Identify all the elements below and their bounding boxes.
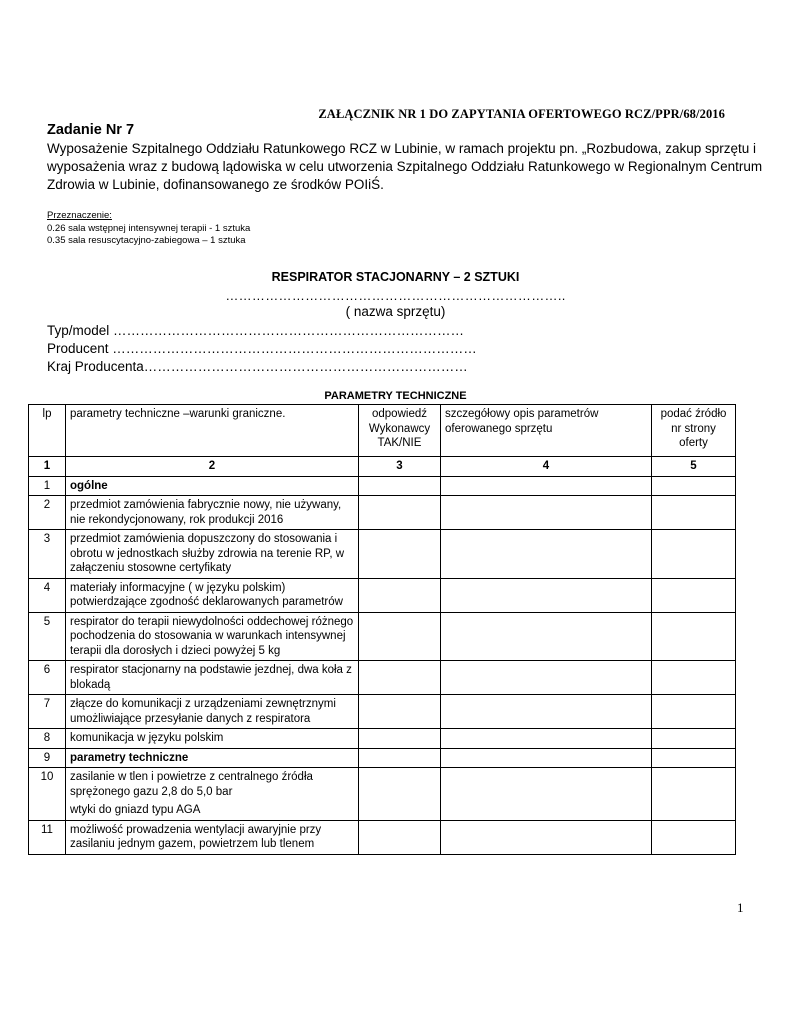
row-lp: 3 bbox=[29, 530, 66, 579]
answer-cell[interactable] bbox=[359, 729, 441, 749]
description-cell[interactable] bbox=[441, 695, 652, 729]
producer-field: Producent ……………………………………………………………………… bbox=[47, 341, 477, 356]
table-number-row bbox=[29, 457, 736, 477]
country-field: Kraj Producenta……………………………………………………………… bbox=[47, 359, 468, 374]
row-lp: 1 bbox=[29, 476, 66, 496]
type-model-field: Typ/model …………………………………………………………………… bbox=[47, 323, 465, 338]
row-parameter: zasilanie w tlen i powietrze z centralnego źródła sprężonego gazu 2,8 do 5,0 bar bbox=[70, 771, 313, 798]
answer-cell[interactable] bbox=[359, 476, 441, 496]
row-lp: 8 bbox=[29, 729, 66, 749]
equipment-name-caption: ( nazwa sprzętu) bbox=[345, 304, 446, 319]
table-row bbox=[29, 748, 736, 768]
row-parameter-cell bbox=[66, 768, 359, 821]
table-row bbox=[29, 612, 736, 661]
row-lp: 5 bbox=[29, 612, 66, 661]
description-cell[interactable] bbox=[441, 729, 652, 749]
source-cell[interactable] bbox=[652, 768, 736, 821]
row-parameter: respirator stacjonarny na podstawie jezdnej, dwa koła z blokadą bbox=[66, 661, 359, 695]
row-lp: 4 bbox=[29, 578, 66, 612]
header-description: szczegółowy opis parametrów oferowanego sprzętu bbox=[441, 405, 652, 457]
description-cell[interactable] bbox=[441, 496, 652, 530]
header-source: podać źródło nr strony oferty bbox=[652, 405, 736, 457]
equipment-fields bbox=[47, 322, 477, 376]
table-row bbox=[29, 661, 736, 695]
row-parameter: respirator do terapii niewydolności oddechowej różnego pochodzenia do stosowania w warunkach intensywnej terapii dla dorosłych i dzieci powyżej 5 kg bbox=[66, 612, 359, 661]
source-cell[interactable] bbox=[652, 661, 736, 695]
source-cell[interactable] bbox=[652, 820, 736, 854]
description-cell[interactable] bbox=[441, 612, 652, 661]
destination-line: 0.35 sala resuscytacyjno-zabiegowa – 1 sztuka bbox=[47, 235, 246, 246]
source-cell[interactable] bbox=[652, 476, 736, 496]
answer-cell[interactable] bbox=[359, 578, 441, 612]
task-description: Wyposażenie Szpitalnego Oddziału Ratunkowego RCZ w Lubinie, w ramach projektu pn. „Rozbudowa, zakup sprzętu i wyposażenia wraz z budową lądowiska w celu utworzenia Szpitalnego Oddziału Ratunkowego w Regionalnym Centrum Zdrowia w Lubinie, dofinansowanego ze środków POIiŚ. bbox=[47, 141, 763, 192]
description-cell[interactable] bbox=[441, 748, 652, 768]
column-number: 4 bbox=[441, 457, 652, 477]
destination-block bbox=[47, 210, 250, 248]
source-cell[interactable] bbox=[652, 612, 736, 661]
row-lp: 10 bbox=[29, 768, 66, 821]
row-lp: 7 bbox=[29, 695, 66, 729]
answer-cell[interactable] bbox=[359, 496, 441, 530]
answer-cell[interactable] bbox=[359, 612, 441, 661]
table-row bbox=[29, 820, 736, 854]
row-parameter: możliwość prowadzenia wentylacji awaryjnie przy zasilaniu jednym gazem, powietrzem lub tlenem bbox=[66, 820, 359, 854]
table-row bbox=[29, 695, 736, 729]
row-lp: 2 bbox=[29, 496, 66, 530]
source-cell[interactable] bbox=[652, 695, 736, 729]
row-parameter: ogólne bbox=[66, 476, 359, 496]
answer-cell[interactable] bbox=[359, 695, 441, 729]
header-answer: odpowiedź Wykonawcy TAK/NIE bbox=[359, 405, 441, 457]
page-number: 1 bbox=[737, 900, 744, 915]
table-row bbox=[29, 476, 736, 496]
column-number: 3 bbox=[359, 457, 441, 477]
row-lp: 11 bbox=[29, 820, 66, 854]
equipment-name-field: ………………………………………………………………….. bbox=[225, 288, 566, 303]
table-row bbox=[29, 496, 736, 530]
row-parameter: przedmiot zamówienia dopuszczony do stosowania i obrotu w jednostkach służby zdrowia na terenie RP, w załączeniu stosowne certyfikaty bbox=[66, 530, 359, 579]
row-parameter: przedmiot zamówienia fabrycznie nowy, nie używany, nie rekondycjonowany, rok produkcji 2016 bbox=[66, 496, 359, 530]
equipment-title: RESPIRATOR STACJONARNY – 2 SZTUKI bbox=[271, 270, 520, 284]
table-row bbox=[29, 729, 736, 749]
row-parameter: parametry techniczne bbox=[66, 748, 359, 768]
row-parameter: złącze do komunikacji z urządzeniami zewnętrznymi umożliwiające przesyłanie danych z respiratora bbox=[66, 695, 359, 729]
destination-label: Przeznaczenie: bbox=[47, 210, 112, 221]
row-parameter: materiały informacyjne ( w języku polskim) potwierdzające zgodność deklarowanych parametrów bbox=[66, 578, 359, 612]
description-cell[interactable] bbox=[441, 476, 652, 496]
description-cell[interactable] bbox=[441, 820, 652, 854]
spec-table bbox=[28, 404, 736, 855]
description-cell[interactable] bbox=[441, 768, 652, 821]
description-cell[interactable] bbox=[441, 661, 652, 695]
source-cell[interactable] bbox=[652, 530, 736, 579]
description-cell[interactable] bbox=[441, 578, 652, 612]
source-cell[interactable] bbox=[652, 748, 736, 768]
header-params: parametry techniczne –warunki graniczne. bbox=[66, 405, 359, 457]
answer-cell[interactable] bbox=[359, 530, 441, 579]
source-cell[interactable] bbox=[652, 729, 736, 749]
table-header-row bbox=[29, 405, 736, 457]
table-row bbox=[29, 768, 736, 821]
destination-line: 0.26 sala wstępnej intensywnej terapii - 1 sztuka bbox=[47, 222, 251, 234]
source-cell[interactable] bbox=[652, 578, 736, 612]
answer-cell[interactable] bbox=[359, 748, 441, 768]
task-title: Zadanie Nr 7 bbox=[47, 122, 135, 138]
column-number: 1 bbox=[29, 457, 66, 477]
row-lp: 6 bbox=[29, 661, 66, 695]
answer-cell[interactable] bbox=[359, 661, 441, 695]
answer-cell[interactable] bbox=[359, 768, 441, 821]
column-number: 5 bbox=[652, 457, 736, 477]
row-parameter: komunikacja w języku polskim bbox=[66, 729, 359, 749]
header-lp: lp bbox=[29, 405, 66, 457]
table-row bbox=[29, 578, 736, 612]
source-cell[interactable] bbox=[652, 496, 736, 530]
document-header: ZAŁĄCZNIK NR 1 DO ZAPYTANIA OFERTOWEGO RCZ/PPR/68/2016 bbox=[318, 107, 725, 121]
row-lp: 9 bbox=[29, 748, 66, 768]
params-title: PARAMETRY TECHNICZNE bbox=[324, 390, 467, 402]
table-row bbox=[29, 530, 736, 579]
column-number: 2 bbox=[66, 457, 359, 477]
answer-cell[interactable] bbox=[359, 820, 441, 854]
description-cell[interactable] bbox=[441, 530, 652, 579]
row-parameter-extra: wtyki do gniazd typu AGA bbox=[70, 804, 201, 816]
